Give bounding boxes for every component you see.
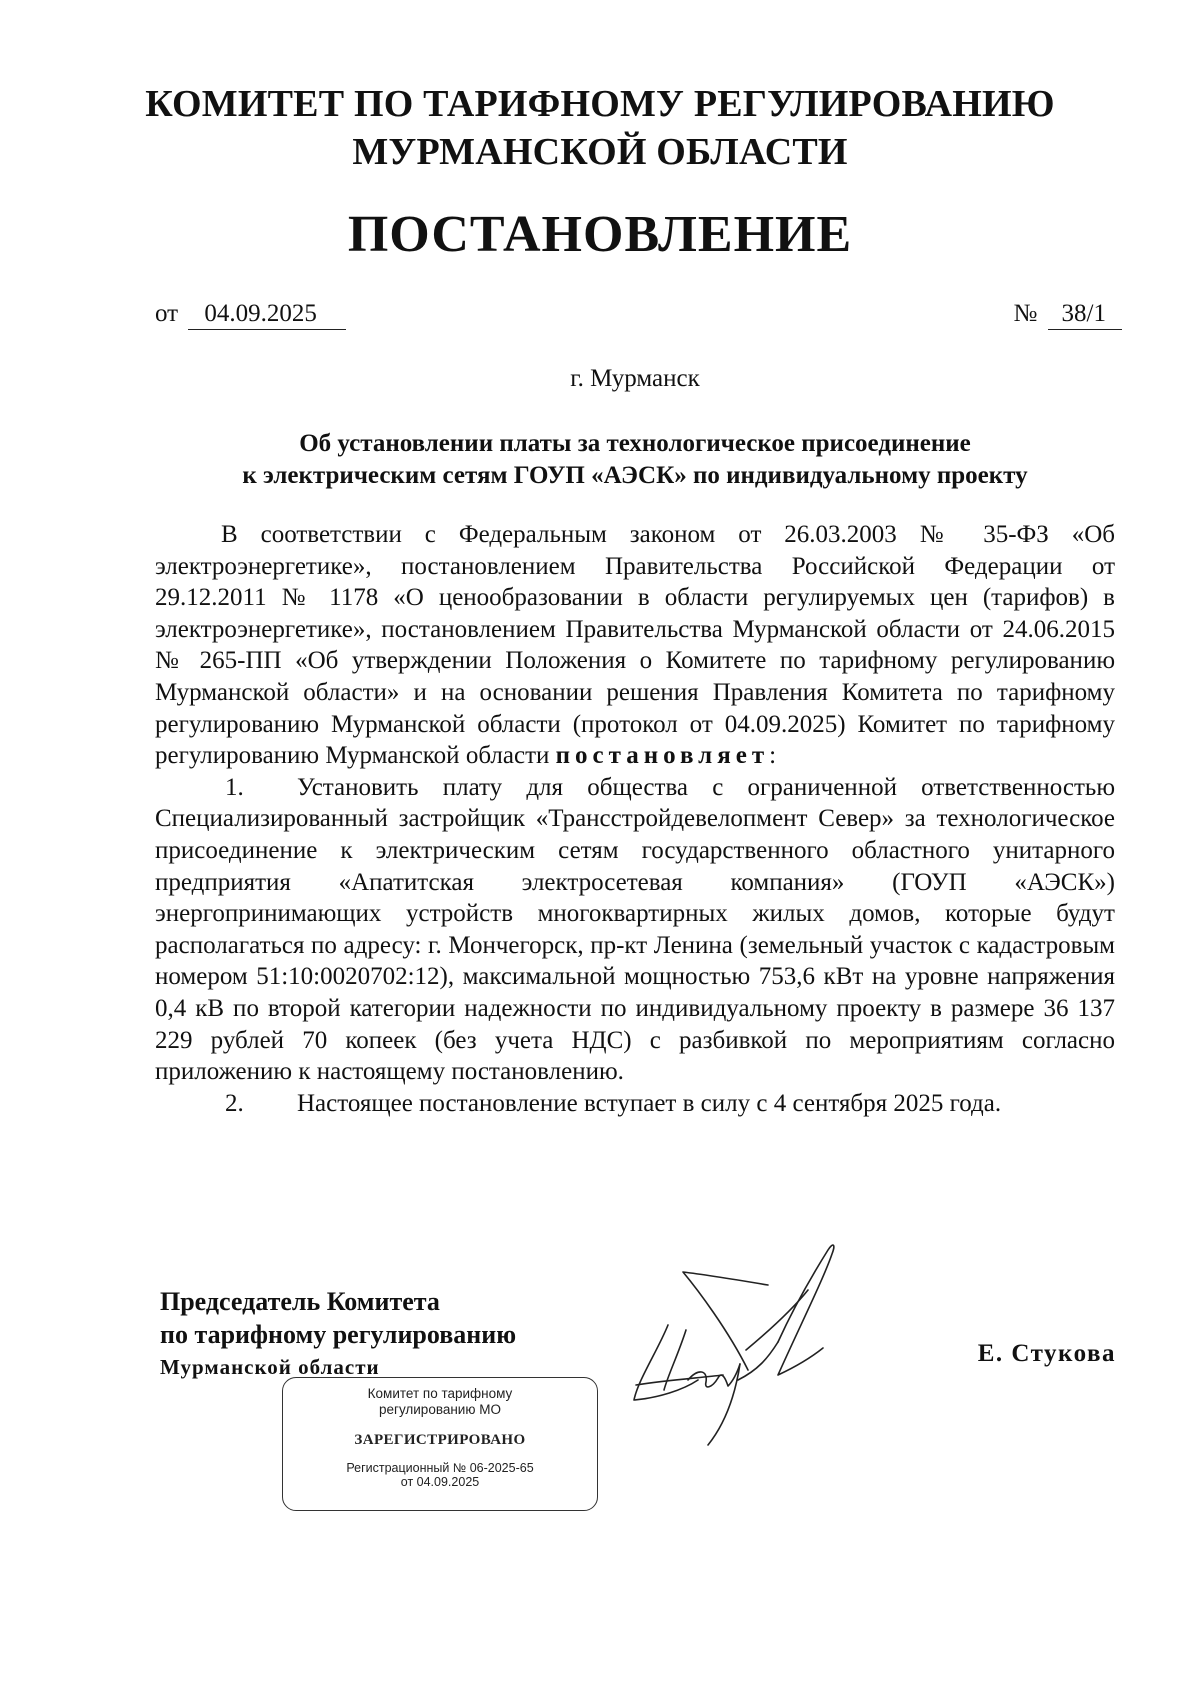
stamp-reg-date: от 04.09.2025 <box>400 1475 480 1489</box>
handwritten-signature <box>628 1230 868 1460</box>
stamp-org-line-2: регулированию МО <box>379 1402 501 1417</box>
signer-title-line-2: по тарифному регулированию <box>160 1320 517 1349</box>
org-line-2: МУРМАНСКОЙ ОБЛАСТИ <box>352 131 848 173</box>
resolution-colon: : <box>769 742 777 770</box>
signer-name: Е. Стукова <box>977 1340 1116 1367</box>
signer-title <box>160 1285 516 1384</box>
document-type: ПОСТАНОВЛЕНИЕ <box>347 206 853 263</box>
document-subject <box>0 428 1200 492</box>
item-text: Настоящее постановление вступает в силу с 4 сентября 2025 года. <box>297 1089 1002 1117</box>
item-number: 1. <box>225 773 244 801</box>
document-body <box>155 519 1115 1119</box>
resolution-verb: постановляет <box>555 742 770 770</box>
resolution-item-1 <box>155 772 1115 1088</box>
issuing-organization <box>0 80 1200 176</box>
preamble-text: В соответствии с Федеральным законом от 26.03.2003 № 35-ФЗ «Об электроэнергетике», постановлением Правительства Российской Федерации от 29.12.2011 № 1178 «О ценообразовании в области регулируемых цен (тарифов) в электроэнергетике», постановлением Правительства Мурманской области от 24.06.2015 № 265-ПП «Об утверждении Положения о Комитете по тарифному регулированию Мурманской области» и на основании решения Правления Комитета по тарифному регулированию Мурманской области (протокол от 04.09.2025) Комитет по тарифному регулированию Мурманской области <box>155 521 1115 770</box>
item-number: 2. <box>225 1089 244 1117</box>
number-prefix: № <box>1013 300 1038 327</box>
subject-line-2: к электрическим сетям ГОУП «АЭСК» по индивидуальному проекту <box>242 462 1028 489</box>
date-value: 04.09.2025 <box>188 300 346 330</box>
number-value: 38/1 <box>1048 300 1122 330</box>
item-text: Установить плату для общества с ограниченной ответственностью Специализированный застройщик «Трансстройдевелопмент Север» за технологическое присоединение к электрическим сетям государственного областного унитарного предприятия «Апатитская электросетевая компания» (ГОУП «АЭСК») энергопринимающих устройств многоквартирных жилых домов, которые будут располагаться по адресу: г. Мончегорск, пр-кт Ленина (земельный участок с кадастровым номером 51:10:0020702:12), максимальной мощностью 753,6 кВт на уровне напряжения 0,4 кВ по второй категории надежности по индивидуальному проекту в размере 36 137 229 рублей 70 копеек (без учета НДС) с разбивкой по мероприятиям согласно приложению к настоящему постановлению. <box>155 773 1115 1086</box>
document-date <box>155 300 346 330</box>
stamp-status: ЗАРЕГИСТРИРОВАНО <box>354 1432 526 1448</box>
resolution-item-2 <box>155 1088 1115 1120</box>
city: г. Мурманск <box>570 365 700 392</box>
document-number <box>1013 300 1122 330</box>
org-line-1: КОМИТЕТ ПО ТАРИФНОМУ РЕГУЛИРОВАНИЮ <box>145 83 1055 125</box>
stamp-reg-number: Регистрационный № 06-2025-65 <box>346 1461 534 1475</box>
preamble-paragraph <box>155 519 1115 772</box>
signer-title-line-1: Председатель Комитета <box>160 1287 440 1316</box>
signer-title-line-3: Мурманской области <box>160 1355 380 1379</box>
subject-line-1: Об установлении платы за технологическое присоединение <box>299 430 971 457</box>
date-prefix: от <box>155 300 179 327</box>
stamp-org-line-1: Комитет по тарифному <box>367 1386 513 1401</box>
registration-stamp <box>282 1377 598 1511</box>
